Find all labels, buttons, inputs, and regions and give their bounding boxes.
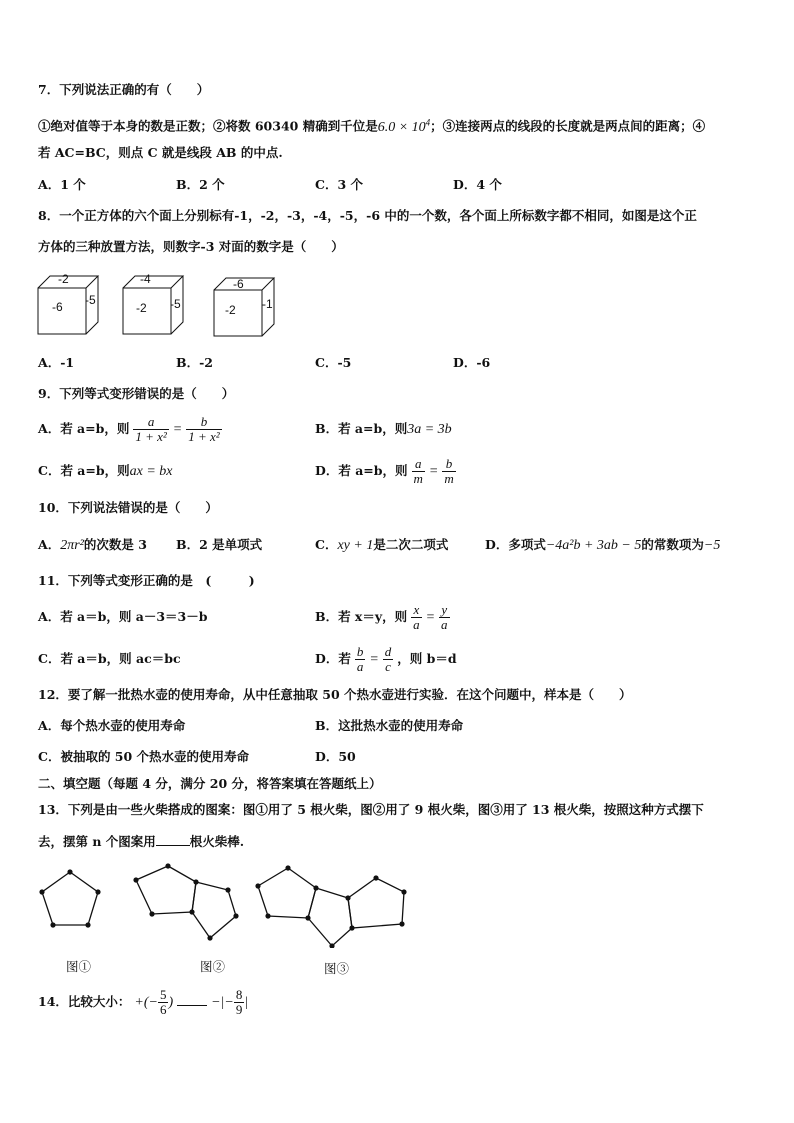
q11-d-fraction-left: $\frac{b}{a}$ (356, 644, 364, 674)
q11-option-b[interactable]: B．若 x＝y，则 $\frac{x}{a}$ = $\frac{y}{a}$ (315, 602, 448, 632)
q12-option-d[interactable]: D．50 (315, 749, 356, 764)
q8-cube-figures (30, 268, 290, 344)
q9-option-c[interactable]: C．若 a=b，则ax = bx (38, 463, 173, 479)
fig1-caption: 图① (66, 959, 92, 974)
q10-option-a[interactable]: A．2πr²的次数是 3 (38, 537, 147, 553)
cube-3-side-label: -1 (262, 297, 273, 311)
q7-option-b[interactable]: B．2 个 (176, 177, 225, 192)
cube-2-front-face (123, 288, 171, 334)
fig3-pentagon-right (348, 878, 404, 928)
fig2-pentagon-left (136, 866, 196, 914)
q9-d-fraction-left: $\frac{a}{m}$ (413, 456, 423, 486)
q8-option-c[interactable]: C．-5 (315, 355, 352, 370)
q12-option-b[interactable]: B．这批热水壶的使用寿命 (315, 718, 464, 733)
q10-option-b[interactable]: B．2 是单项式 (176, 537, 263, 552)
cube-2-top-face (123, 276, 183, 288)
q14-compare: 14．比较大小： +(− $\frac{5}{6}$ ) −|− $\frac{8}{9}$ | (38, 987, 249, 1017)
cube-1-side-label: -5 (85, 293, 96, 307)
q13-answer-blank[interactable] (156, 833, 190, 846)
q8-option-a[interactable]: A．-1 (38, 355, 75, 370)
section-heading-fill-in: 二、填空题（每题 4 分，满分 20 分，将答案填在答题纸上） (38, 776, 382, 791)
cube-1-front-label: -6 (52, 300, 63, 314)
q8-option-d[interactable]: D．-6 (453, 355, 491, 370)
fig3-pentagon-left (258, 868, 316, 918)
q9-a-fraction-right: $\frac{b}{\text{1 + x²}}$ (188, 414, 220, 444)
q10-stem: 10．下列说法错误的是（ ） (38, 500, 218, 515)
q10-option-d[interactable]: D．多项式−4a²b + 3ab − 5的常数项为−5 (485, 537, 721, 553)
cube-1-top-label: -2 (58, 272, 69, 286)
cube-2-side-label: -5 (170, 297, 181, 311)
fig3-pentagon-middle (308, 888, 352, 946)
q11-option-c[interactable]: C．若 a＝b，则 ac＝bc (38, 651, 181, 666)
q7-stem: 7．下列说法正确的有（ ） (38, 82, 210, 97)
q8-option-b[interactable]: B．-2 (176, 355, 213, 370)
q11-b-fraction-right: $\frac{y}{a}$ (441, 602, 448, 632)
q7-option-c[interactable]: C．3 个 (315, 177, 363, 192)
q11-d-fraction-right: $\frac{d}{c}$ (384, 644, 392, 674)
q11-option-a[interactable]: A．若 a＝b，则 a－3＝3－b (38, 609, 208, 624)
cube-3-top-face (214, 278, 274, 290)
cube-3-top-label: -6 (233, 277, 244, 291)
q13-stem-line1: 13．下列是由一些火柴搭成的图案：图①用了 5 根火柴，图②用了 9 根火柴，图③用了 13 根火柴，按照这种方式摆下 (38, 802, 704, 817)
q14-right-fraction: $\frac{8}{9}$ (235, 987, 243, 1017)
q9-a-fraction-left: $\frac{a}{\text{1 + x²}}$ (135, 414, 167, 444)
q7-option-a[interactable]: A．1 个 (38, 177, 86, 192)
q8-stem-line2: 方体的三种放置方法，则数字-3 对面的数字是（ ） (38, 239, 344, 254)
q7-statements-line1: ①绝对值等于本身的数是正数；②将数 60340 精确到千位是$6.0 \times 10^4$；③连接两点的线段的长度就是两点间的距离；④ (38, 117, 706, 135)
q9-option-a[interactable]: A．若 a=b，则 $\frac{a}{\text{1 + x²}}$ = $\frac{b}{\text{1 + x²}}$ (38, 414, 220, 444)
fig1-pentagon (42, 872, 98, 925)
q12-option-a[interactable]: A．每个热水壶的使用寿命 (38, 718, 186, 733)
q9-option-b[interactable]: B．若 a=b，则3a = 3b (315, 421, 452, 437)
q7-statements-line2: 若 AC=BC，则点 C 就是线段 AB 的中点. (38, 145, 283, 160)
q13-matchstick-figures (30, 858, 415, 948)
q7-math-sci: $6.0 \times 10^4$ (377, 117, 431, 135)
q13-stem-line2: 去，摆第 n 个图案用 根火柴棒. (38, 834, 245, 849)
cube-2-front-label: -2 (136, 301, 147, 315)
q8-stem-line1: 8．一个正方体的六个面上分别标有-1，-2，-3，-4，-5，-6 中的一个数，各个面上所标数字都不相同，如图是这个正 (38, 208, 697, 223)
q11-stem: 11．下列等式变形正确的是 ( ) (38, 573, 255, 588)
q12-option-c[interactable]: C．被抽取的 50 个热水壶的使用寿命 (38, 749, 250, 764)
fig3-caption: 图③ (324, 961, 350, 976)
q9-d-fraction-right: $\frac{b}{m}$ (444, 456, 454, 486)
cube-3-front-label: -2 (225, 303, 236, 317)
q10-option-c[interactable]: C．xy + 1是二次二项式 (315, 537, 449, 553)
fig2-caption: 图② (200, 959, 226, 974)
cube-3-front-face (214, 290, 262, 336)
q14-answer-blank[interactable] (177, 993, 207, 1006)
q9-stem: 9．下列等式变形错误的是（ ） (38, 386, 235, 401)
q12-stem: 12．要了解一批热水壶的使用寿命，从中任意抽取 50 个热水壶进行实验．在这个问题中，样本是（ ） (38, 687, 632, 702)
q7-option-d[interactable]: D．4 个 (453, 177, 502, 192)
q9-option-d[interactable]: D．若 a=b，则 $\frac{a}{m}$ = $\frac{b}{m}$ (315, 456, 454, 486)
cube-2-top-label: -4 (140, 272, 151, 286)
q11-b-fraction-left: $\frac{x}{a}$ (413, 602, 420, 632)
q11-option-d[interactable]: D．若 $\frac{b}{a}$ = $\frac{d}{c}$ ，则 b＝d (315, 644, 457, 674)
q14-left-fraction: $\frac{5}{6}$ (159, 987, 167, 1017)
